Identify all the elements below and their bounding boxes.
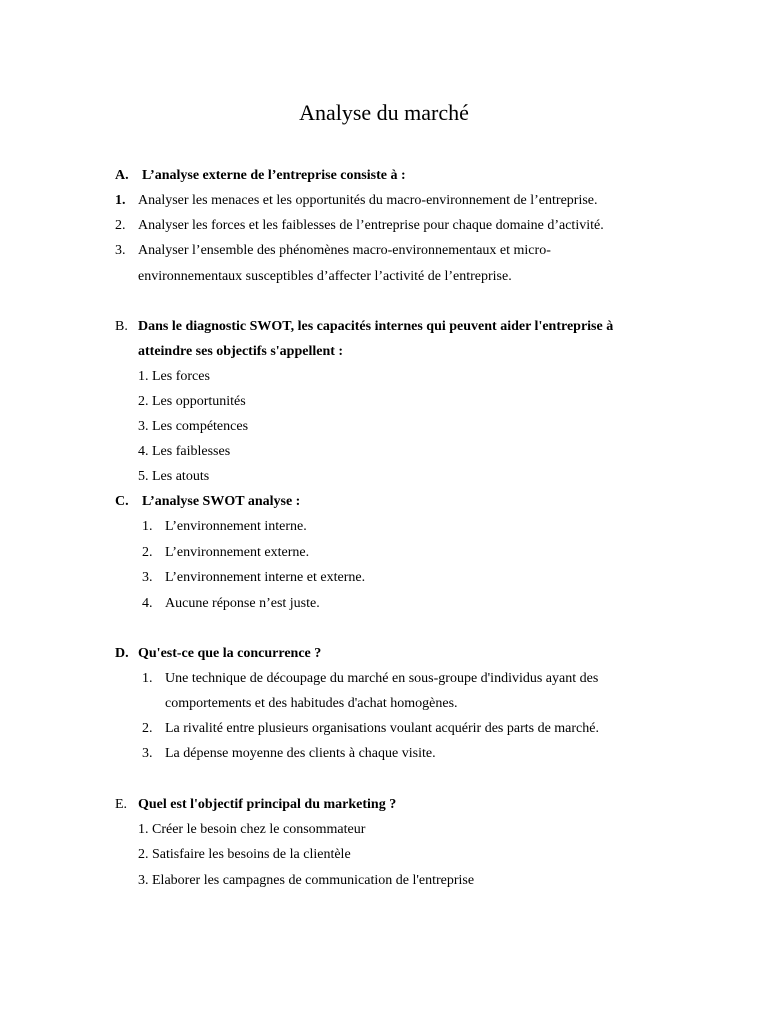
section-c-item-1: L’environnement interne. (165, 519, 307, 534)
section-c-item-1-number: 1. (142, 519, 153, 534)
section-e-letter: E. (115, 797, 128, 812)
section-c-letter: C. (115, 494, 129, 509)
section-b-question-line-2: atteindre ses objectifs s'appellent : (138, 344, 344, 359)
section-a-question: L’analyse externe de l’entreprise consiste à : (142, 168, 406, 183)
section-e-item-3: 3. Elaborer les campagnes de communication de l'entreprise (138, 873, 475, 888)
section-b-letter: B. (115, 319, 128, 334)
section-e-question: Quel est l'objectif principal du marketing ? (138, 797, 397, 812)
section-c-item-3: L’environnement interne et externe. (165, 570, 366, 585)
section-c-item-2-number: 2. (142, 545, 153, 560)
section-e-item-1: 1. Créer le besoin chez le consommateur (138, 822, 366, 837)
section-d-letter: D. (115, 646, 129, 661)
section-d-item-3-number: 3. (142, 746, 153, 761)
section-c-item-4: Aucune réponse n’est juste. (165, 596, 320, 611)
section-d-item-1-number: 1. (142, 671, 153, 686)
section-a-item-3-number: 3. (115, 243, 126, 258)
section-d-item-2: La rivalité entre plusieurs organisations voulant acquérir des parts de marché. (165, 721, 599, 736)
section-c-item-4-number: 4. (142, 596, 153, 611)
section-d-item-2-number: 2. (142, 721, 153, 736)
page-title: Analyse du marché (299, 100, 469, 125)
section-a-item-2: Analyser les forces et les faiblesses de l’entreprise pour chaque domaine d’activité. (138, 218, 604, 233)
section-c-item-2: L’environnement externe. (165, 545, 310, 560)
section-d-question: Qu'est-ce que la concurrence ? (138, 646, 322, 661)
section-c-item-3-number: 3. (142, 570, 153, 585)
section-d-item-3: La dépense moyenne des clients à chaque visite. (165, 746, 436, 761)
section-b-item-1: 1. Les forces (138, 369, 210, 384)
section-b-item-4: 4. Les faiblesses (138, 444, 231, 459)
section-d-item-1-line-1: Une technique de découpage du marché en sous-groupe d'individus ayant des (165, 671, 599, 686)
section-d-item-1-line-2: comportements et des habitudes d'achat homogènes. (165, 696, 458, 711)
section-a-item-3-line-1: Analyser l’ensemble des phénomènes macro-environnementaux et micro- (138, 243, 551, 258)
section-b-item-5: 5. Les atouts (138, 469, 210, 484)
section-b-item-2: 2. Les opportunités (138, 394, 246, 409)
section-a-item-3-line-2: environnementaux susceptibles d’affecter l’activité de l’entreprise. (138, 269, 512, 284)
section-c-question: L’analyse SWOT analyse : (142, 494, 301, 509)
section-a-item-1: Analyser les menaces et les opportunités du macro-environnement de l’entreprise. (138, 193, 598, 208)
section-a-item-1-number: 1. (115, 193, 126, 208)
section-a-item-2-number: 2. (115, 218, 126, 233)
section-e-item-2: 2. Satisfaire les besoins de la clientèle (138, 847, 351, 862)
section-b-item-3: 3. Les compétences (138, 419, 249, 434)
section-a-letter: A. (115, 168, 129, 183)
section-b-question-line-1: Dans le diagnostic SWOT, les capacités internes qui peuvent aider l'entreprise à (138, 319, 614, 334)
